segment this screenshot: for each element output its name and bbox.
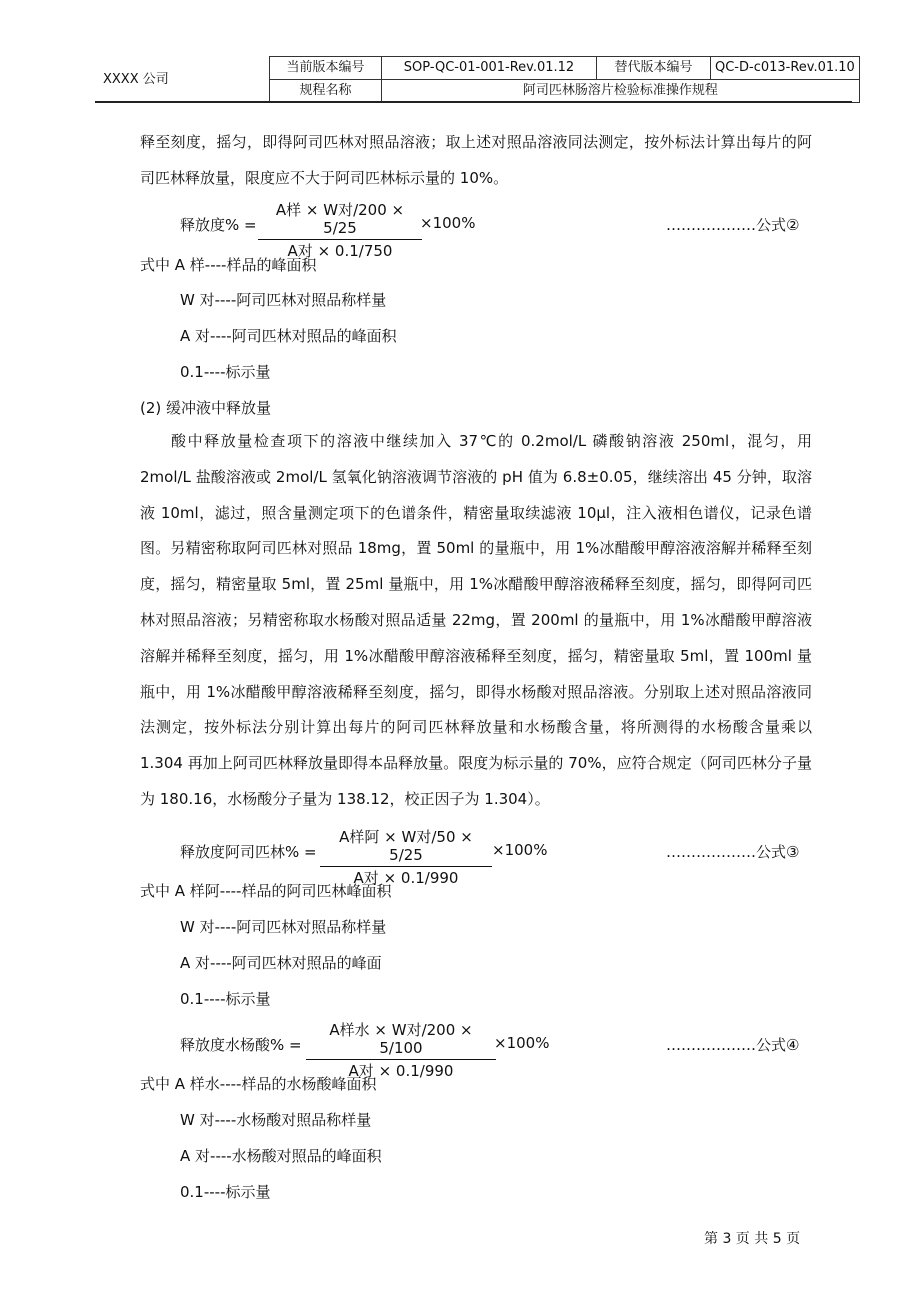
replaced-version-value: QC-D-c013-Rev.01.10 <box>711 57 860 80</box>
page-number: 第 3 页 共 5 页 <box>704 1231 801 1247</box>
section-title: (2) 缓冲液中释放量 <box>140 399 272 417</box>
legend-line: 式中 A 样----样品的峰面积 <box>140 256 317 274</box>
formula-2-denominator: A对 × 0.1/750 <box>287 242 393 260</box>
formula-4-denominator: A对 × 0.1/990 <box>348 1062 454 1080</box>
replaced-version-label: 替代版本编号 <box>597 57 711 80</box>
formula-3-lhs: 释放度阿司匹林% = <box>180 843 317 861</box>
legend-line: A 对----阿司匹林对照品的峰面 <box>180 954 382 972</box>
document-header-table <box>269 56 860 103</box>
legend-line: W 对----阿司匹林对照品称样量 <box>180 918 387 936</box>
formula-2-tag: ………………公式② <box>666 216 800 234</box>
legend-line: 0.1----标示量 <box>180 363 271 381</box>
formula-2-rhs: ×100% <box>420 214 476 232</box>
formula-4-rhs: ×100% <box>494 1034 550 1052</box>
legend-line: A 对----阿司匹林对照品的峰面积 <box>180 327 397 345</box>
formula-3-numerator: A样阿 × W对/50 × 5/25 <box>339 828 473 864</box>
current-version-value: SOP-QC-01-001-Rev.01.12 <box>382 57 597 80</box>
header-divider <box>95 101 852 103</box>
legend-line: 式中 A 样阿----样品的阿司匹林峰面积 <box>140 882 392 900</box>
formula-4-numerator: A样水 × W对/200 × 5/100 <box>329 1021 473 1057</box>
formula-4-lhs: 释放度水杨酸% = <box>180 1036 302 1054</box>
formula-2-fraction <box>258 201 422 260</box>
procedure-name-value: 阿司匹林肠溶片检验标准操作规程 <box>382 80 860 103</box>
paragraph-buffer: 酸中释放量检查项下的溶液中继续加入 37℃的 0.2mol/L 磷酸钠溶液 250ml，混匀，用 2mol/L 盐酸溶液或 2mol/L 氢氧化钠溶液调节溶液的 pH 值为 6.8±0.05，继续溶出 45 分钟，取溶液 10ml，滤过，照含量测定项下的色谱条件，精密量取续滤液 10μl，注入液相色谱仪，记录色谱图。另精密称取阿司匹林对照品 18mg，置 50ml 的量瓶中，用 1%冰醋酸甲醇溶液溶解并稀释至刻度，摇匀，精密量取 5ml，置 25ml 量瓶中，用 1%冰醋酸甲醇溶液稀释至刻度，摇匀，即得阿司匹林对照品溶液；另精密称取水杨酸对照品适量 22mg，置 200ml 的量瓶中，用 1%冰醋酸甲醇溶液溶解并稀释至刻度，摇匀，用 1%冰醋酸甲醇溶液稀释至刻度，摇匀，精密量取 5ml，置 100ml 量瓶中，用 1%冰醋酸甲醇溶液稀释至刻度，摇匀，即得水杨酸对照品溶液。分别取上述对照品溶液同法测定，按外标法分别计算出每片的阿司匹林释放量和水杨酸含量，将所测得的水杨酸含量乘以 1.304 再加上阿司匹林释放量即得本品释放量。限度为标示量的 70%，应符合规定（阿司匹林分子量为 180.16，水杨酸分子量为 138.12，校正因子为 1.304）。 <box>140 432 812 808</box>
formula-4-tag: ………………公式④ <box>666 1036 800 1054</box>
fraction-bar <box>306 1059 496 1060</box>
formula-3-tag: ………………公式③ <box>666 843 800 861</box>
fraction-bar <box>258 239 422 240</box>
legend-line: A 对----水杨酸对照品的峰面积 <box>180 1147 382 1165</box>
legend-line: 0.1----标示量 <box>180 990 271 1008</box>
legend-line: W 对----水杨酸对照品称样量 <box>180 1111 372 1129</box>
paragraph-top: 释至刻度，摇匀，即得阿司匹林对照品溶液；取上述对照品溶液同法测定，按外标法计算出每片的阿司匹林释放量，限度应不大于阿司匹林标示量的 10%。 <box>140 133 812 187</box>
formula-3-rhs: ×100% <box>492 841 548 859</box>
legend-line: W 对----阿司匹林对照品称样量 <box>180 291 387 309</box>
formula-2-lhs: 释放度% = <box>180 216 257 234</box>
formula-2-numerator: A样 × W对/200 × 5/25 <box>275 201 405 237</box>
formula-3-denominator: A对 × 0.1/990 <box>353 869 459 887</box>
legend-line: 式中 A 样水----样品的水杨酸峰面积 <box>140 1075 377 1093</box>
current-version-label: 当前版本编号 <box>270 57 382 80</box>
formula-3-fraction <box>320 828 492 887</box>
fraction-bar <box>320 866 492 867</box>
company-name: XXXX 公司 <box>103 72 169 87</box>
formula-4-fraction <box>306 1021 496 1080</box>
legend-line: 0.1----标示量 <box>180 1183 271 1201</box>
procedure-name-label: 规程名称 <box>270 80 382 103</box>
